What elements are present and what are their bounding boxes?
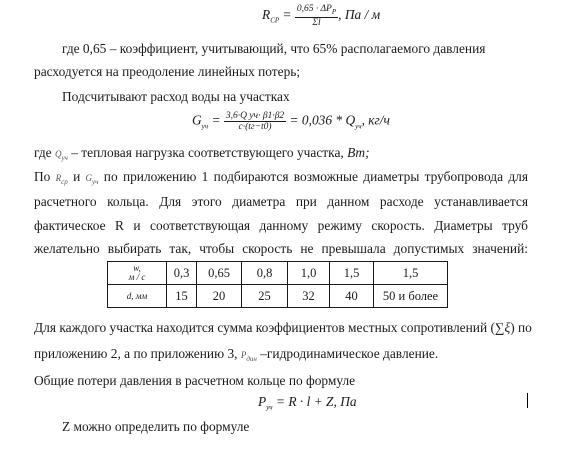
formula2-rhs: = 0,036 * Q — [289, 112, 356, 128]
paragraph-local-resistance-line1: Для каждого участка находится сумма коэффициентов местных сопротивлений (∑ξ) по — [34, 320, 532, 335]
formula2-lhs-sub: уч — [201, 122, 209, 131]
formula2-units: , кг/ч — [361, 112, 390, 128]
table-header-velocity: w, м / с — [108, 262, 167, 285]
formula1-fraction — [295, 4, 338, 28]
table-cell: 0,65 — [197, 262, 242, 285]
paragraph-coefficient-line2: расходуется на преодоление линейных потерь; — [34, 64, 301, 79]
table-cell: 40 — [330, 285, 374, 308]
formula1-numerator: 0,65 · ΔP — [296, 4, 332, 14]
table-row — [108, 285, 448, 308]
table-cell: 15 — [167, 285, 197, 308]
paragraph-diameters-line1: По $R_{ср}$ и $G_{уч}$ по приложению 1 подбираются возможные диаметры трубопровода для — [34, 169, 528, 186]
table-row — [108, 262, 448, 285]
paragraph-diameters-line3: фактическое R и соответствующая данному режиму скорость. Диаметры труб — [34, 218, 528, 233]
para3-symbol: $Q_{уч}$ — [54, 149, 68, 162]
paragraph-diameters-line4: желательно выбирать так, чтобы скорость не превышала допустимых значений: — [34, 241, 528, 256]
formula2-denominator: c·(tг−t0) — [238, 122, 272, 132]
paragraph-z-definition: Z можно определить по формуле — [62, 419, 250, 434]
table-cell: 1,0 — [288, 262, 330, 285]
formula2-lhs: G — [192, 112, 202, 128]
table-cell: 20 — [197, 285, 242, 308]
table-cell: 1,5 — [374, 262, 448, 285]
table-cell: 0,8 — [242, 262, 288, 285]
paragraph-water-flow: Подсчитывают расход воды на участках — [62, 89, 290, 104]
formula-p-uch: $P_{уч} = R \cdot l + Z$, Па — [258, 394, 357, 412]
paragraph-coefficient-line1: где 0,65 – коэффициент, учитывающий, что 65% располагаемого давления — [62, 41, 486, 56]
formula1-denominator: Σl — [312, 17, 321, 28]
paragraph-total-losses: Общие потери давления в расчетном кольце по формуле — [34, 373, 356, 388]
table-cell: 25 — [242, 285, 288, 308]
table-cell: 1,5 — [330, 262, 374, 285]
text-cursor — [527, 393, 528, 408]
formula2-numerator: 3,6·Q уч· β1·β2 — [225, 111, 285, 121]
formula-r-sr: $R_{СР}$ = $\frac{0,65 \cdot \Delta P_Р}{\Sigma l}$ , Па / м — [262, 4, 381, 28]
velocity-diameter-table — [107, 261, 448, 308]
table-cell: 32 — [288, 285, 330, 308]
formula2-rhs-sub: уч — [355, 122, 362, 131]
para3-text: – тепловая нагрузка соответствующего участка, — [71, 145, 344, 160]
table-cell: 0,3 — [167, 262, 197, 285]
paragraph-diameters-line2: расчетного кольца. Для этого диаметра при данном расходе устанавливается — [34, 194, 528, 209]
formula1-lhs-sub: СР — [270, 16, 280, 25]
table-cell: 50 и более — [374, 285, 448, 308]
paragraph-heat-load — [34, 145, 370, 166]
sum-xi-symbol: ∑ξ — [494, 320, 511, 335]
formula1-units: , Па / м — [338, 7, 381, 23]
table-header-diameter: d, мм — [108, 285, 167, 308]
formula1-lhs: R — [262, 7, 271, 23]
para3-unit: Вт; — [347, 145, 370, 160]
formula2-fraction — [224, 111, 286, 132]
formula1-numerator-sub: Р — [331, 7, 337, 16]
formula-g-uch: $G_{уч}$ = $\frac{\text{3,6·Q уч· β1·β2}}{c\cdot(tг-t0)}$ = $0,036 * Q_{уч}$, кг/ч — [192, 111, 390, 132]
paragraph-local-resistance-line2: приложению 2, а по приложению 3, $P_{дин}$ –гидродинамическое давление. — [34, 346, 439, 363]
para3-prefix: где — [34, 145, 52, 160]
